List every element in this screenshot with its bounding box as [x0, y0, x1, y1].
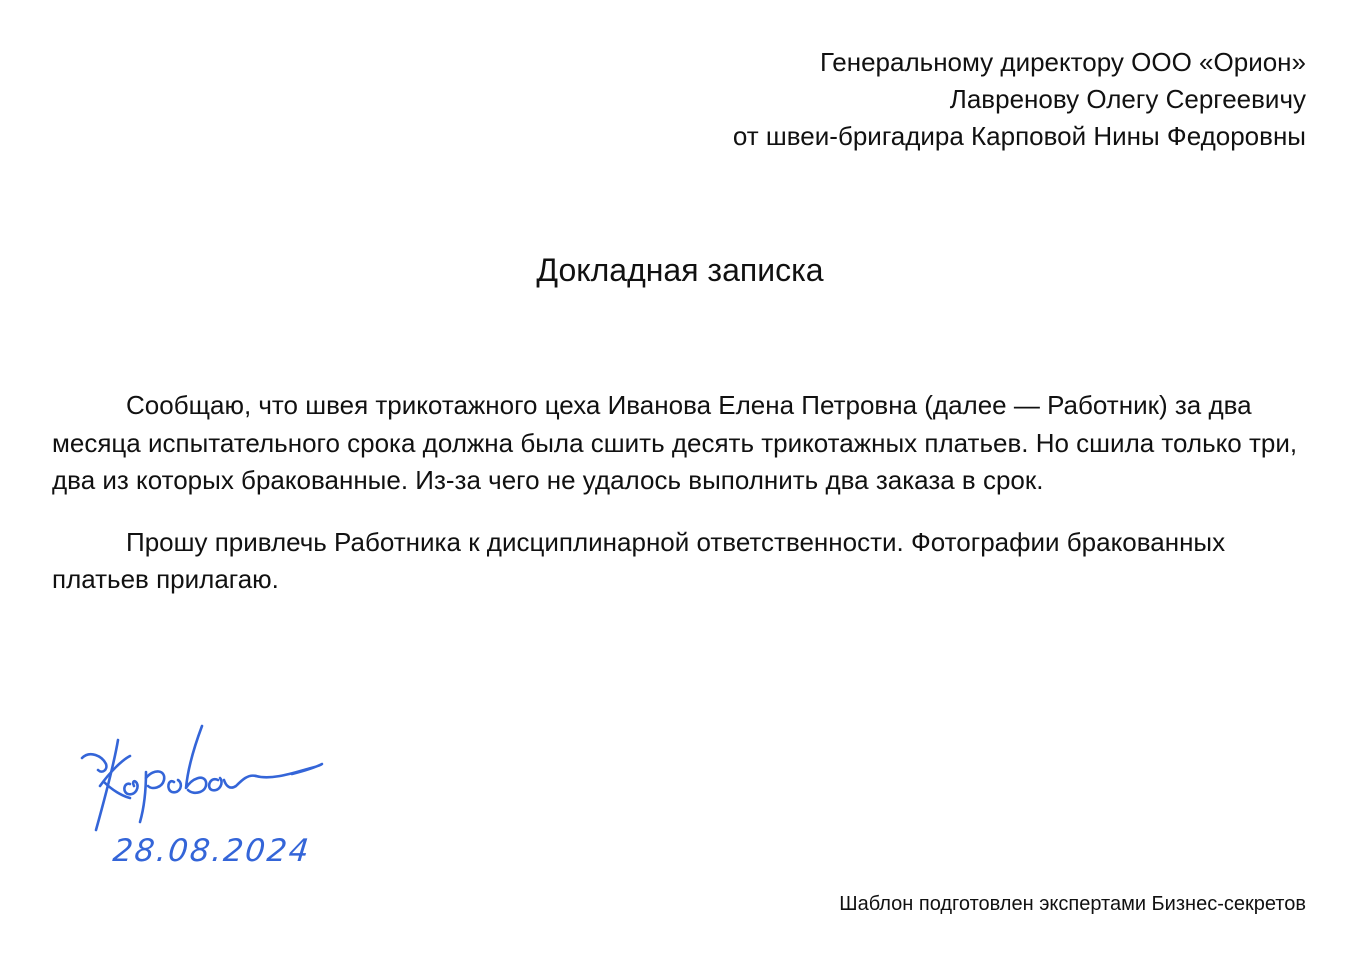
body-paragraph-2: Прошу привлечь Работника к дисциплинарной ответственности. Фотографии бракованных платьев прилагаю. — [52, 526, 1226, 594]
addressee-line-1: Генеральному директору ООО «Орион» — [819, 47, 1306, 77]
addressee-block — [733, 44, 1306, 155]
body-paragraph-1: Сообщаю, что швея трикотажного цеха Иванова Елена Петровна (далее — Работник) за два месяца испытательного срока должна была сшить десять трикотажных платьев. Но сшила только три, два из которых бракованные. Из-за чего не удалось выполнить два заказа в срок. — [52, 390, 1298, 495]
addressee-line-2: Лавренову Олегу Сергеевичу — [949, 84, 1306, 114]
addressee-line-3: от швеи-бригадира Карповой Нины Федоровны — [732, 121, 1306, 151]
document-body — [52, 387, 1308, 623]
footer-note: Шаблон подготовлен экспертами Бизнес-секретов — [839, 893, 1306, 915]
handwritten-signature — [70, 712, 340, 842]
signature-date: 28.08.2024 — [111, 833, 313, 869]
document-title: Докладная записка — [536, 252, 824, 288]
